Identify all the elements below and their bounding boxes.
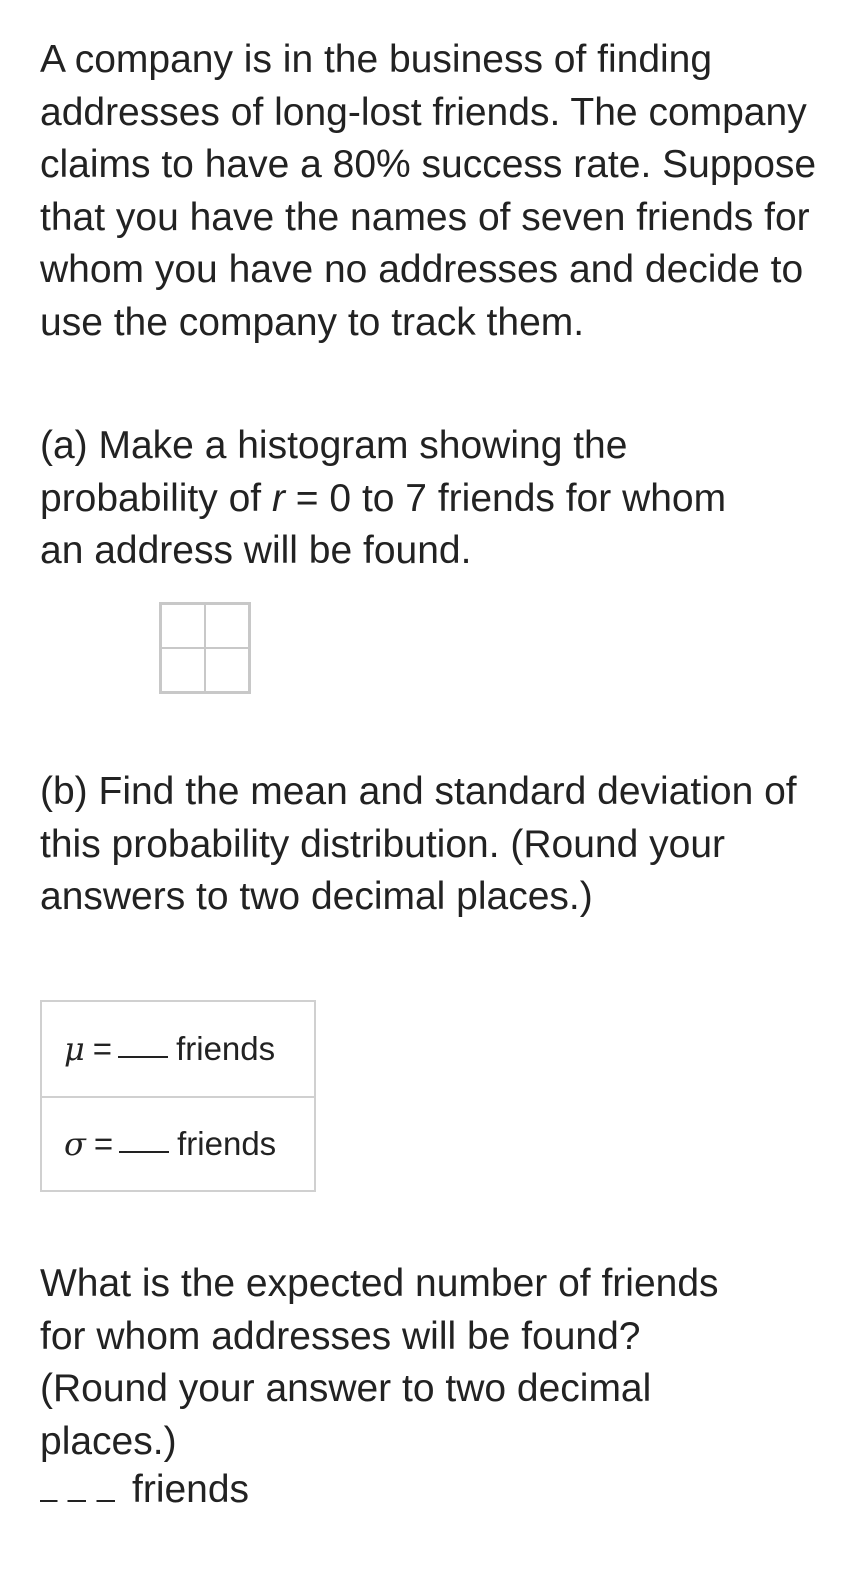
histogram-cell [161, 604, 205, 648]
mu-symbol: μ [64, 1030, 85, 1068]
answer-table [40, 1000, 316, 1192]
histogram-placeholder[interactable] [159, 602, 251, 694]
histogram-cell [205, 604, 249, 648]
mean-answer-blank[interactable] [118, 1036, 168, 1058]
histogram-cell [205, 648, 249, 692]
mu-equals: = [92, 1030, 113, 1067]
std-dev-row [42, 1096, 314, 1190]
sigma-equals: = [93, 1125, 114, 1162]
mean-row [42, 1002, 314, 1096]
part-a-variable: r [271, 476, 285, 520]
expected-number-blank[interactable] [40, 1476, 118, 1502]
expected-number-unit: friends [132, 1468, 250, 1511]
part-a-text-after: = 0 to 7 friends for whom an address will be found. [40, 476, 727, 572]
histogram-cell [161, 648, 205, 692]
part-a-text-before: (a) Make a histogram showing the probability of [40, 424, 628, 520]
expected-number-prompt: What is the expected number of friends for whom addresses will be found? (Round your answer to two decimal places.) [40, 1262, 719, 1463]
problem-intro: A company is in the business of finding addresses of long-lost friends. The company claims to have a 80% success rate. Suppose that you have the names of seven friends for whom you have no addresses and decide to use the company to track them. [40, 38, 817, 344]
std-dev-answer-blank[interactable] [119, 1131, 169, 1153]
std-dev-unit: friends [177, 1125, 277, 1162]
part-b-prompt: (b) Find the mean and standard deviation of this probability distribution. (Round your answers to two decimal places.) [40, 770, 797, 918]
expected-number-answer [40, 1468, 249, 1512]
sigma-symbol: σ [64, 1125, 86, 1163]
part-a-prompt [40, 420, 740, 578]
mean-unit: friends [176, 1030, 276, 1067]
